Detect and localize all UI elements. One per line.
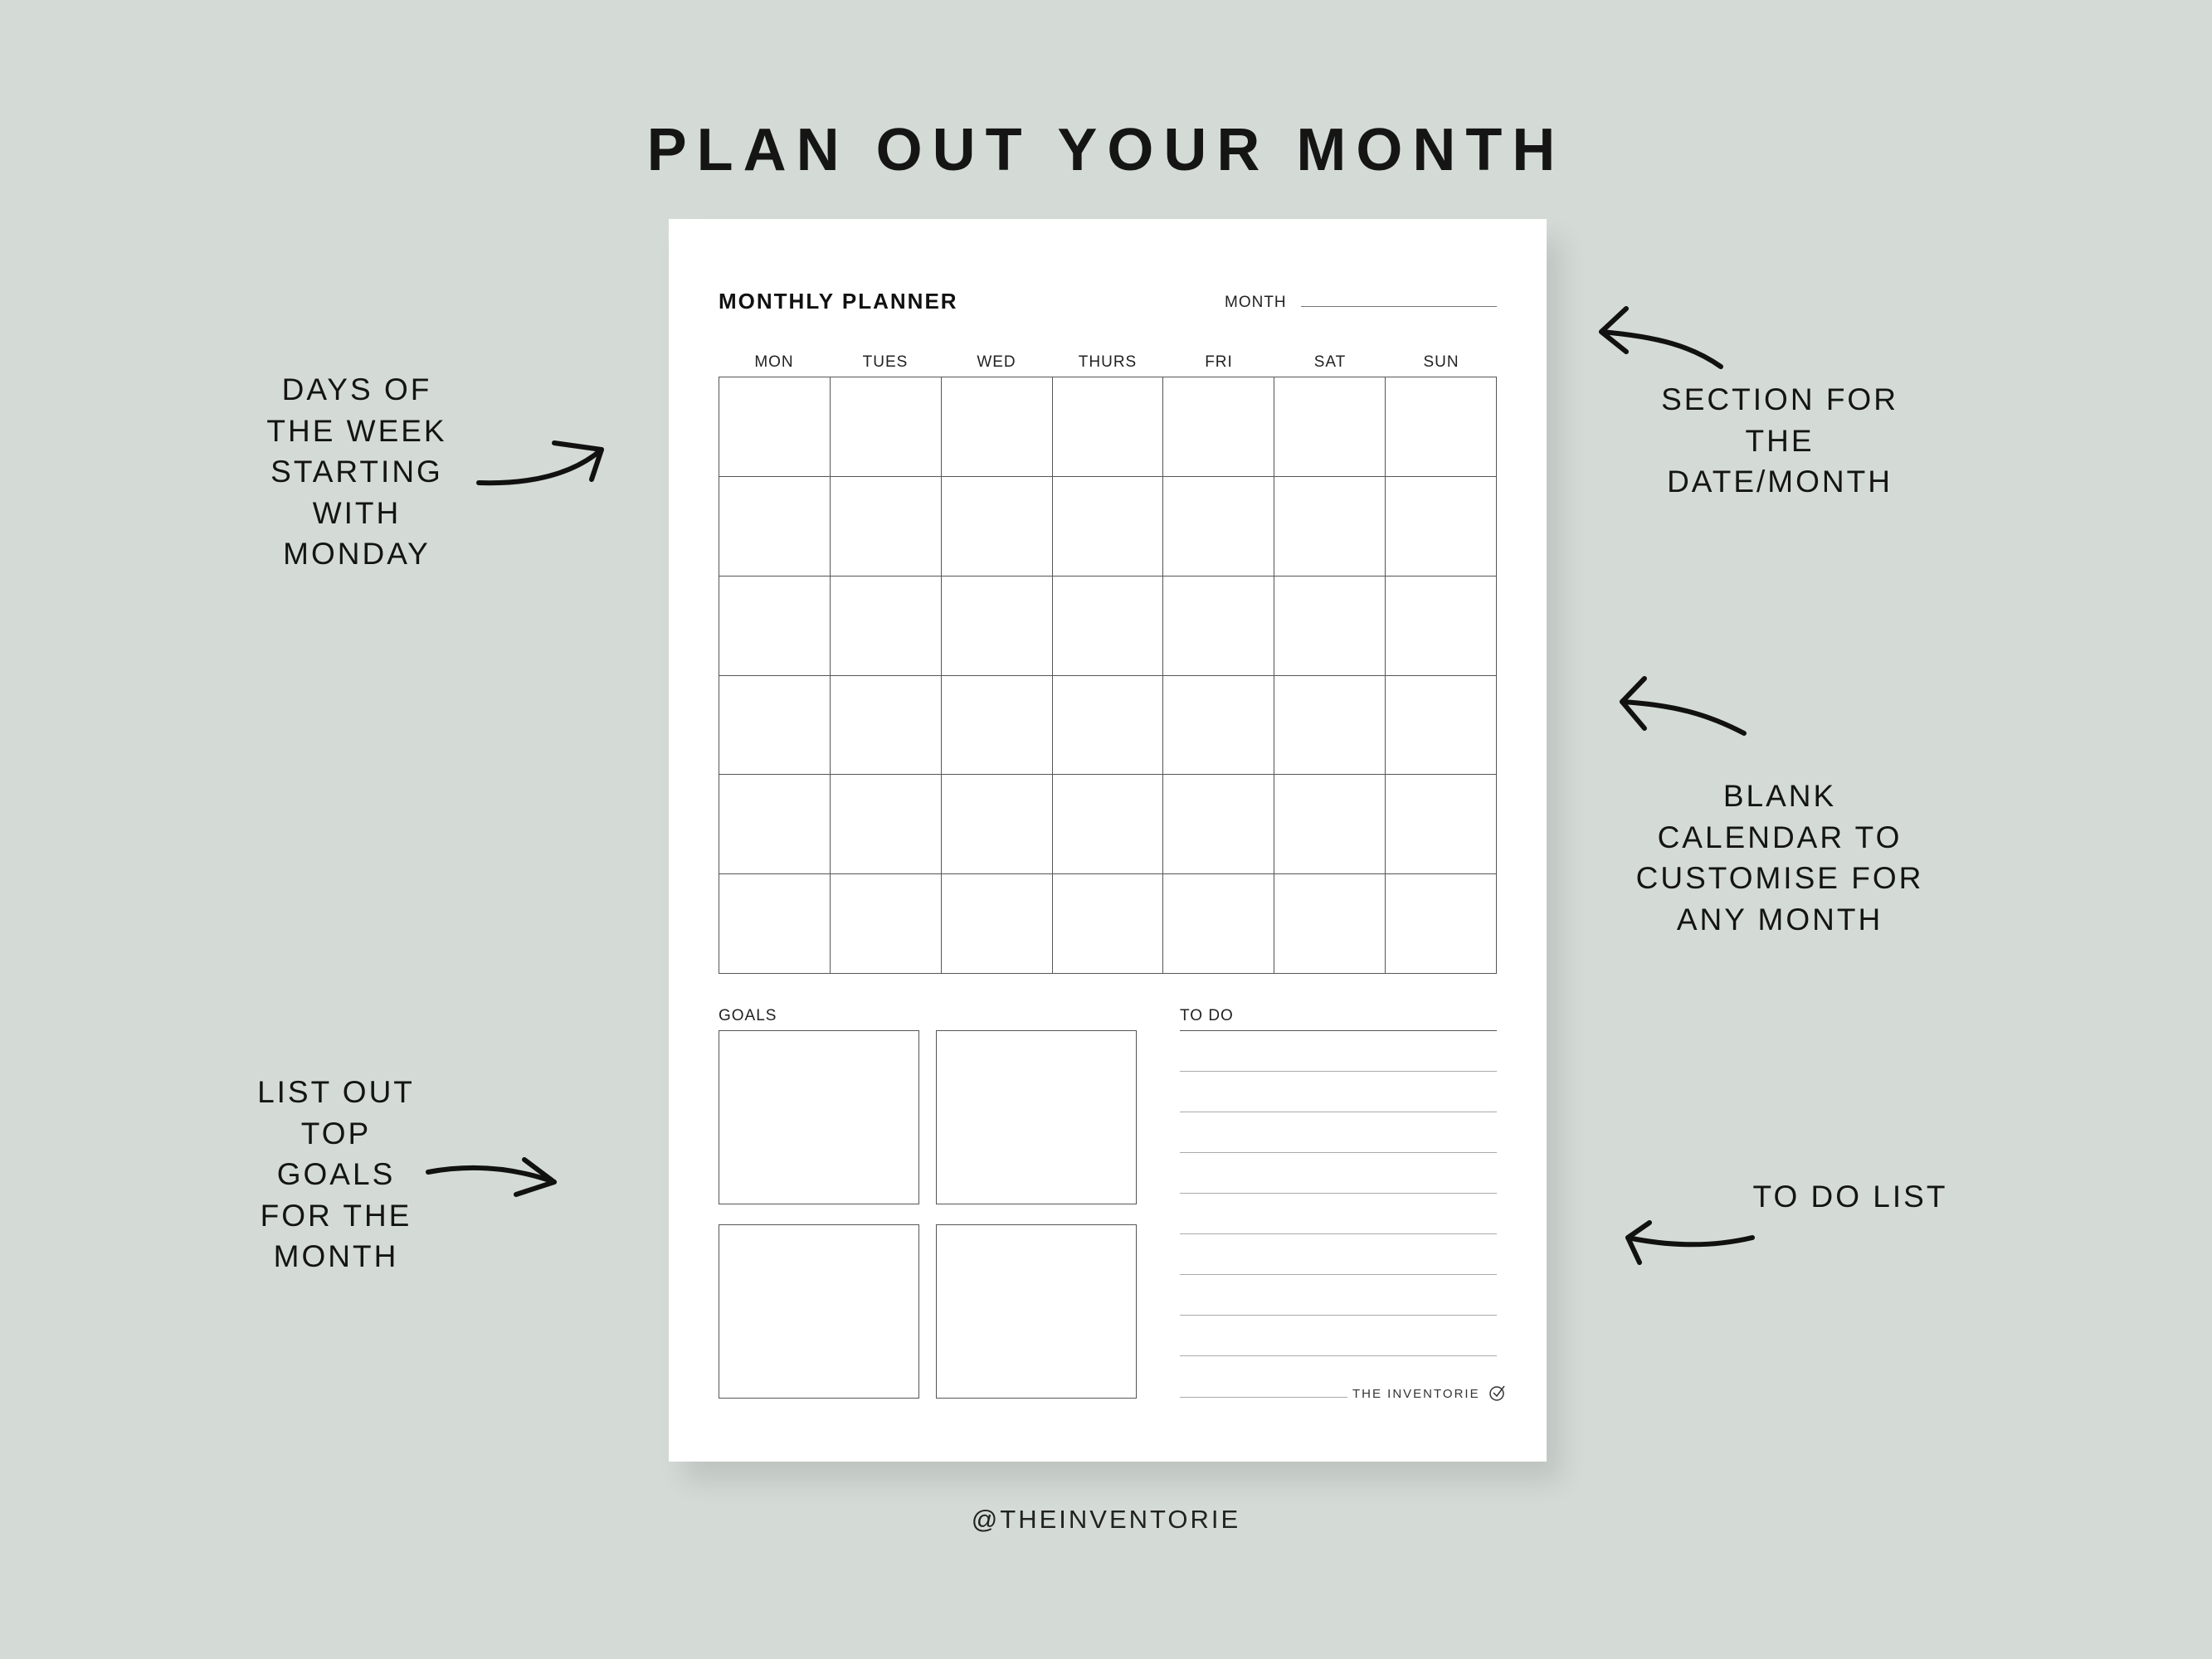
month-label: MONTH: [1225, 294, 1287, 311]
annotation-line: GOALS: [276, 1157, 396, 1191]
weekday-tues: TUES: [862, 353, 909, 371]
annotation-line: SECTION FOR: [1661, 382, 1898, 416]
weekday-mon: MON: [754, 353, 794, 371]
brand-text: THE INVENTORIE: [1352, 1387, 1480, 1401]
social-handle: @THEINVENTORIE: [971, 1505, 1241, 1534]
annotation-line: LIST OUT: [257, 1075, 415, 1109]
annotation-line: FOR THE: [260, 1198, 412, 1233]
annotation-line: MONTH: [273, 1239, 399, 1273]
arrow-right-icon: [428, 1160, 554, 1194]
arrow-left-icon: [1601, 309, 1721, 367]
weekday-wed: WED: [977, 353, 1016, 371]
annotation-line: TO DO LIST: [1752, 1180, 1948, 1214]
annotation-line: ANY MONTH: [1676, 902, 1883, 937]
arrow-left-icon: [1622, 679, 1744, 733]
annotation-line: BLANK: [1722, 779, 1837, 813]
annotation-line: TOP: [300, 1116, 372, 1151]
annotation-line: STARTING: [270, 455, 443, 489]
weekday-fri: FRI: [1205, 353, 1233, 371]
arrow-left-icon: [1628, 1223, 1752, 1262]
annotation-line: WITH: [312, 495, 402, 530]
annotation-line: DATE/MONTH: [1667, 465, 1893, 499]
annotation-line: THE WEEK: [266, 413, 447, 448]
annotation-line: CALENDAR TO: [1657, 820, 1903, 854]
weekday-sun: SUN: [1423, 353, 1459, 371]
weekday-sat: SAT: [1313, 353, 1347, 371]
todo-label: TO DO: [1180, 1007, 1234, 1024]
goals-label: GOALS: [719, 1007, 777, 1024]
annotation-line: THE: [1745, 423, 1815, 458]
annotation-line: MONDAY: [283, 537, 431, 571]
arrow-right-icon: [479, 443, 602, 483]
page-headline: PLAN OUT YOUR MONTH: [646, 117, 1566, 183]
weekday-thurs: THURS: [1078, 353, 1138, 371]
planner-title: MONTHLY PLANNER: [719, 289, 958, 314]
annotation-line: DAYS OF: [281, 372, 432, 406]
annotation-line: CUSTOMISE FOR: [1635, 861, 1924, 895]
